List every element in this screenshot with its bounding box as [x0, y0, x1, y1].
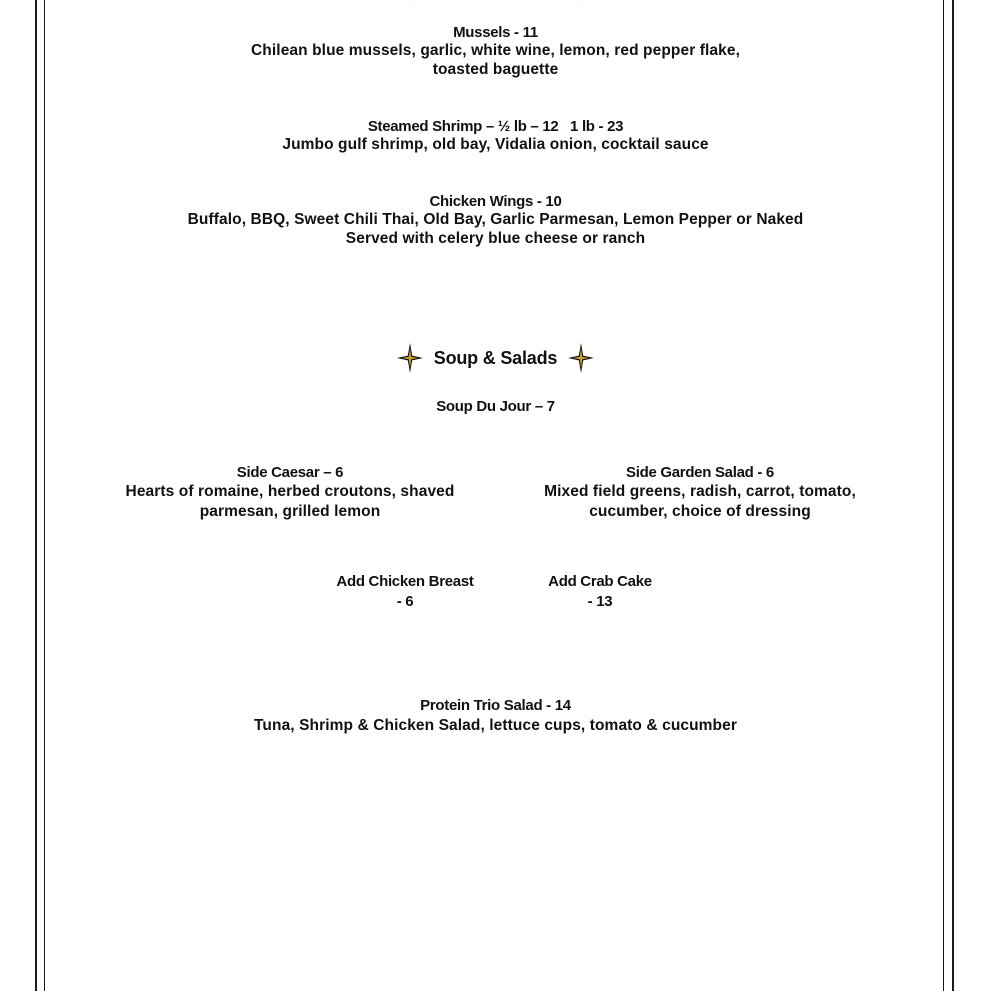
mussels-title: Mussels - 11 — [453, 24, 538, 41]
soup-salads-heading — [0, 343, 991, 373]
caesar-title: Side Caesar – 6 — [236, 464, 344, 481]
add-crab-block — [515, 573, 685, 610]
add-chicken-block — [320, 573, 490, 610]
soup-title: Soup Du Jour – 7 — [436, 398, 555, 415]
shrimp-title: Steamed Shrimp – ½ lb – 12 1 lb - 23 — [367, 118, 624, 135]
garden-desc-line2: cucumber, choice of dressing — [589, 503, 811, 520]
caesar-desc-line2: parmesan, grilled lemon — [199, 503, 381, 520]
four-point-star-icon — [567, 342, 595, 374]
wings-desc-line1: Buffalo, BBQ, Sweet Chili Thai, Old Bay, Garlic Parmesan, Lemon Pepper or Naked — [187, 211, 804, 228]
section-title: Soup & Salads — [433, 347, 558, 368]
garden-title: Side Garden Salad - 6 — [626, 464, 774, 481]
shrimp-desc-line1: Jumbo gulf shrimp, old bay, Vidalia onion, cocktail sauce — [282, 136, 709, 153]
add-chicken-label: Add Chicken Breast — [336, 573, 474, 590]
caesar-block — [90, 464, 490, 521]
garden-desc-line1: Mixed field greens, radish, carrot, tomato, — [544, 483, 856, 500]
add-chicken-price: - 6 — [396, 593, 414, 610]
mussels-desc-line2: toasted baguette — [432, 61, 559, 78]
wings-desc-line2: Served with celery blue cheese or ranch — [345, 230, 646, 247]
trio-title: Protein Trio Salad - 14 — [420, 697, 571, 714]
trio-desc-line1: Tuna, Shrimp & Chicken Salad, lettuce cups, tomato & cucumber — [254, 717, 737, 734]
caesar-desc-line1: Hearts of romaine, herbed croutons, shaved — [125, 483, 455, 500]
add-crab-label: Add Crab Cake — [548, 573, 652, 590]
mussels-desc-line1: Chilean blue mussels, garlic, white wine, lemon, red pepper flake, — [251, 42, 740, 59]
cropped-ornament — [0, 0, 991, 4]
wings-title: Chicken Wings - 10 — [429, 193, 562, 210]
garden-block — [500, 464, 900, 521]
four-point-star-icon — [396, 342, 424, 374]
add-crab-price: - 13 — [587, 593, 613, 610]
